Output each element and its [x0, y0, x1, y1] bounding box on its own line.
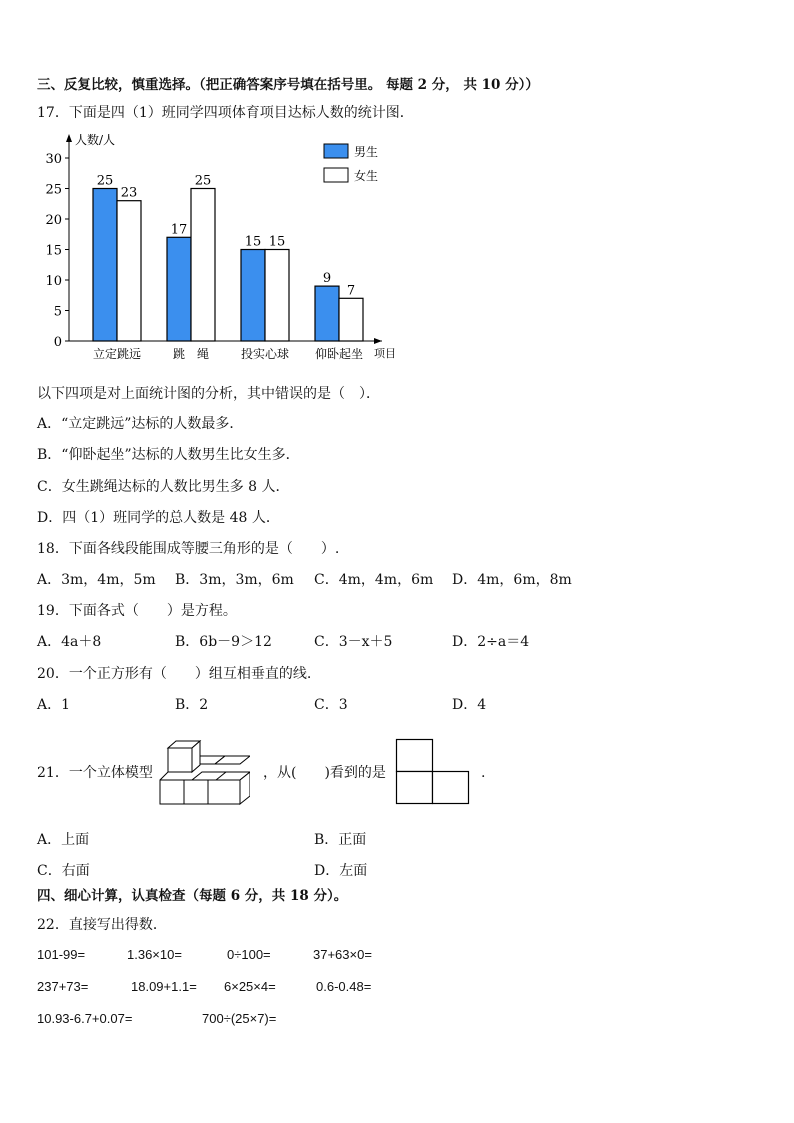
q20-option-a[interactable]: A．1	[37, 697, 71, 713]
q19-stem: 19．下面各式（ ）是方程。	[37, 603, 237, 619]
q17-option-d[interactable]: D．四（1）班同学的总人数是 48 人．	[37, 510, 280, 526]
q20-stem: 20．一个正方形有（ ）组互相垂直的线.	[37, 666, 312, 682]
bar-女生	[265, 250, 289, 342]
data-label: 15	[244, 234, 262, 250]
q21-suffix: .	[481, 765, 486, 781]
calc-item: 1.36×10=	[127, 947, 182, 962]
calc-item: 101-99=	[37, 947, 86, 962]
data-label: 25	[96, 173, 114, 189]
y-tick-label: 25	[45, 182, 62, 198]
q18-option-a[interactable]: A．3m，4m，5m	[37, 572, 156, 588]
bar-女生	[191, 189, 215, 342]
y-axis-label: 人数/人	[75, 133, 116, 147]
q17-option-c[interactable]: C．女生跳绳达标的人数比男生多 8 人．	[37, 479, 290, 495]
q17-option-b[interactable]: B．“仰卧起坐”达标的人数男生比女生多．	[37, 447, 300, 463]
q19-option-a[interactable]: A．4a＋8	[37, 634, 102, 650]
legend-swatch	[324, 168, 348, 182]
section-4-title: 四、细心计算，认真检查（每题 6 分，共 18 分）。	[37, 888, 348, 904]
legend-swatch	[324, 144, 348, 158]
q17-stem: 17．下面是四（1）班同学四项体育项目达标人数的统计图．	[37, 105, 414, 121]
bar-男生	[315, 286, 339, 341]
q21-option-b[interactable]: B．正面	[314, 832, 367, 848]
x-tick-label: 立定跳远	[92, 347, 142, 361]
q21-prefix: 21．一个立体模型	[37, 765, 153, 781]
data-label: 23	[120, 185, 138, 201]
q17-bar-chart	[36, 128, 416, 364]
y-tick-label: 0	[53, 335, 62, 350]
y-tick-label: 10	[45, 274, 62, 289]
data-label: 17	[170, 222, 188, 238]
bar-男生	[241, 250, 265, 342]
calc-item: 0.6-0.48=	[316, 979, 372, 994]
q21-3d-model-figure	[158, 740, 250, 808]
x-axis-arrow	[374, 338, 382, 344]
calc-item: 10.93-6.7+0.07=	[37, 1011, 133, 1026]
data-label: 7	[346, 283, 356, 299]
q20-option-c[interactable]: C．3	[314, 697, 348, 713]
y-axis-arrow	[66, 134, 72, 142]
q19-option-d[interactable]: D．2÷a＝4	[452, 634, 530, 650]
q18-option-c[interactable]: C．4m，4m，6m	[314, 572, 434, 588]
q21-option-c[interactable]: C．右面	[37, 863, 90, 879]
y-tick-label: 30	[45, 152, 62, 167]
y-tick-label: 15	[45, 243, 62, 259]
calc-item: 700÷(25×7)=	[202, 1011, 277, 1026]
legend-label: 女生	[354, 169, 379, 183]
q21-middle: ，从( )看到的是	[263, 765, 386, 781]
q18-option-d[interactable]: D．4m，6m，8m	[452, 572, 572, 588]
q18-option-b[interactable]: B．3m，3m，6m	[175, 572, 294, 588]
calc-item: 237+73=	[37, 979, 89, 994]
x-tick-label: 仰卧起坐	[314, 347, 364, 361]
section-3-title: 三、反复比较，慎重选择。（把正确答案序号填在括号里。 每题 2 分， 共 10 分））	[37, 77, 539, 93]
q17-question: 以下四项是对上面统计图的分析，其中错误的是（ ）．	[37, 386, 380, 402]
q20-option-d[interactable]: D．4	[452, 697, 487, 713]
bar-女生	[339, 298, 363, 341]
q22-stem: 22．直接写出得数．	[37, 917, 167, 933]
q21-option-d[interactable]: D．左面	[314, 863, 368, 879]
x-axis-label: 项目	[374, 347, 396, 360]
q18-stem: 18．下面各线段能围成等腰三角形的是（ ）.	[37, 541, 340, 557]
y-tick-label: 20	[45, 213, 62, 228]
bar-男生	[167, 237, 191, 341]
calc-item: 18.09+1.1=	[131, 979, 197, 994]
calc-item: 6×25×4=	[224, 979, 276, 994]
q21-option-a[interactable]: A．上面	[37, 832, 90, 848]
q19-option-b[interactable]: B．6b－9＞12	[175, 634, 272, 650]
data-label: 9	[322, 271, 332, 287]
bar-女生	[117, 201, 141, 341]
legend-label: 男生	[354, 145, 379, 159]
calc-item: 37+63×0=	[313, 947, 372, 962]
bar-男生	[93, 189, 117, 342]
q20-option-b[interactable]: B．2	[175, 697, 209, 713]
y-tick-label: 5	[53, 304, 62, 320]
q17-option-a[interactable]: A．“立定跳远”达标的人数最多．	[37, 416, 244, 432]
q21-view-figure	[395, 738, 471, 806]
data-label: 25	[194, 173, 212, 189]
x-tick-label: 投实心球	[240, 347, 290, 361]
q19-option-c[interactable]: C．3－x＋5	[314, 634, 393, 650]
calc-item: 0÷100=	[227, 947, 271, 962]
data-label: 15	[268, 234, 286, 250]
x-tick-label: 跳 绳	[172, 347, 210, 361]
